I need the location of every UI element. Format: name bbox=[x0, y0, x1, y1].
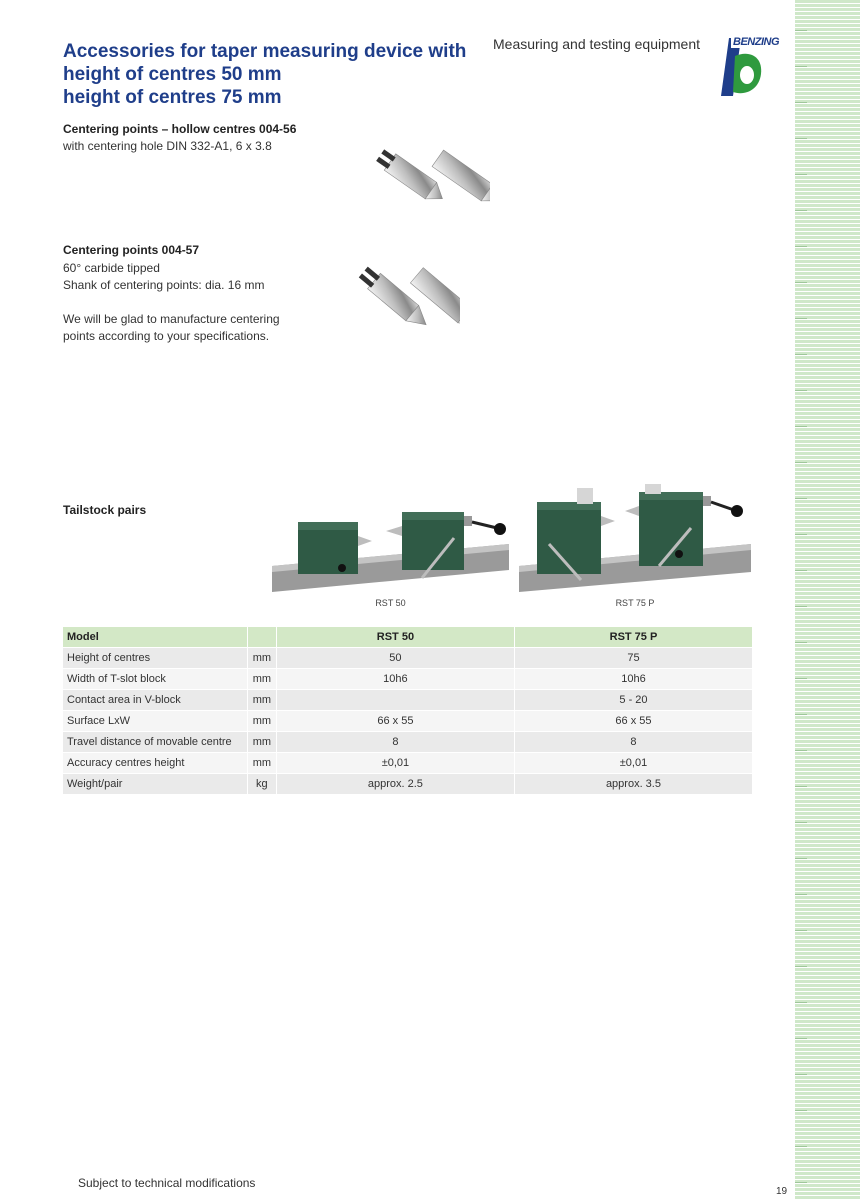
row-value-rst75p: approx. 3.5 bbox=[515, 774, 752, 794]
ruler-tick bbox=[795, 858, 807, 859]
ruler-tick bbox=[795, 750, 807, 751]
ruler-tick bbox=[795, 570, 807, 571]
ruler-tick bbox=[795, 786, 807, 787]
row-value-rst75p: 8 bbox=[515, 732, 752, 752]
ruler-tick bbox=[795, 534, 807, 535]
ruler-tick bbox=[795, 930, 807, 931]
section-heading-carbide-centres: Centering points 004-57 bbox=[63, 243, 200, 257]
spec-table bbox=[62, 626, 753, 795]
tailstock-rst50-image bbox=[272, 508, 509, 592]
ruler-tick bbox=[795, 1110, 807, 1111]
row-value-rst50: 66 x 55 bbox=[277, 711, 514, 731]
ruler-tick bbox=[795, 822, 807, 823]
section-note: points according to your specifications. bbox=[63, 329, 270, 343]
ruler-tick bbox=[795, 498, 807, 499]
ruler-tick bbox=[795, 1146, 807, 1147]
benzing-logo bbox=[715, 34, 787, 100]
header-rst50: RST 50 bbox=[277, 627, 514, 647]
ruler-tick bbox=[795, 102, 807, 103]
ruler-tick bbox=[795, 1038, 807, 1039]
page-title bbox=[63, 40, 493, 109]
table-row bbox=[63, 774, 752, 794]
row-label: Height of centres bbox=[63, 648, 247, 668]
title-line: height of centres 75 mm bbox=[63, 87, 282, 108]
row-label: Surface LxW bbox=[63, 711, 247, 731]
ruler-tick bbox=[795, 210, 807, 211]
title-line: Accessories for taper measuring device with bbox=[63, 41, 467, 62]
brand-name: BENZING bbox=[733, 36, 779, 48]
table-row bbox=[63, 753, 752, 773]
section-text: 60° carbide tipped bbox=[63, 261, 160, 275]
ruler-tick bbox=[795, 174, 807, 175]
carbide-centres-image bbox=[330, 245, 460, 345]
page-number: 19 bbox=[776, 1186, 788, 1197]
row-label: Travel distance of movable centre bbox=[63, 732, 247, 752]
title-line: height of centres 50 mm bbox=[63, 64, 282, 85]
ruler-tick bbox=[795, 354, 807, 355]
section-note: We will be glad to manufacture centering bbox=[63, 312, 280, 326]
ruler-tick bbox=[795, 714, 807, 715]
ruler-tick bbox=[795, 246, 807, 247]
ruler-tick bbox=[795, 1002, 807, 1003]
ruler-tick bbox=[795, 966, 807, 967]
row-value-rst75p: 10h6 bbox=[515, 669, 752, 689]
ruler-tick bbox=[795, 894, 807, 895]
row-label: Accuracy centres height bbox=[63, 753, 247, 773]
ruler-tick bbox=[795, 66, 807, 67]
row-label: Weight/pair bbox=[63, 774, 247, 794]
row-unit: mm bbox=[248, 648, 276, 668]
hollow-centres-image bbox=[360, 120, 490, 220]
header-rst75p: RST 75 P bbox=[515, 627, 752, 647]
row-unit: mm bbox=[248, 753, 276, 773]
row-value-rst50: 8 bbox=[277, 732, 514, 752]
ruler-tick bbox=[795, 30, 807, 31]
row-unit: mm bbox=[248, 669, 276, 689]
footer-note: Subject to technical modifications bbox=[78, 1176, 256, 1190]
side-ruler-strip bbox=[795, 0, 860, 1200]
ruler-tick bbox=[795, 138, 807, 139]
ruler-tick bbox=[795, 318, 807, 319]
header-model: Model bbox=[63, 627, 247, 647]
section-text: Shank of centering points: dia. 16 mm bbox=[63, 278, 265, 292]
row-label: Contact area in V-block bbox=[63, 690, 247, 710]
tailstock-rst75p-image bbox=[519, 484, 751, 592]
caption-rst75p: RST 75 P bbox=[615, 598, 655, 608]
row-value-rst75p: ±0,01 bbox=[515, 753, 752, 773]
category-label: Measuring and testing equipment bbox=[493, 36, 701, 52]
ruler-tick bbox=[795, 642, 807, 643]
table-row bbox=[63, 732, 752, 752]
row-unit: mm bbox=[248, 711, 276, 731]
section-heading-hollow-centres: Centering points – hollow centres 004-56 bbox=[63, 122, 297, 136]
row-unit: mm bbox=[248, 732, 276, 752]
row-value-rst75p: 5 - 20 bbox=[515, 690, 752, 710]
ruler-tick bbox=[795, 282, 807, 283]
ruler-tick bbox=[795, 462, 807, 463]
ruler-tick bbox=[795, 1074, 807, 1075]
ruler-tick bbox=[795, 606, 807, 607]
table-header-row bbox=[63, 627, 752, 647]
table-row bbox=[63, 711, 752, 731]
table-row bbox=[63, 669, 752, 689]
ruler-tick bbox=[795, 1182, 807, 1183]
row-unit: mm bbox=[248, 690, 276, 710]
row-unit: kg bbox=[248, 774, 276, 794]
section-heading-tailstock-pairs: Tailstock pairs bbox=[63, 503, 147, 517]
row-value-rst50 bbox=[277, 690, 514, 710]
header-unit bbox=[248, 627, 276, 647]
ruler-tick bbox=[795, 426, 807, 427]
ruler-tick bbox=[795, 390, 807, 391]
caption-rst50: RST 50 bbox=[375, 598, 406, 608]
row-value-rst50: 10h6 bbox=[277, 669, 514, 689]
table-row bbox=[63, 690, 752, 710]
row-value-rst50: approx. 2.5 bbox=[277, 774, 514, 794]
ruler-tick bbox=[795, 678, 807, 679]
row-value-rst50: ±0,01 bbox=[277, 753, 514, 773]
section-text: with centering hole DIN 332-A1, 6 x 3.8 bbox=[63, 139, 272, 153]
row-value-rst50: 50 bbox=[277, 648, 514, 668]
row-value-rst75p: 66 x 55 bbox=[515, 711, 752, 731]
row-value-rst75p: 75 bbox=[515, 648, 752, 668]
row-label: Width of T-slot block bbox=[63, 669, 247, 689]
table-row bbox=[63, 648, 752, 668]
